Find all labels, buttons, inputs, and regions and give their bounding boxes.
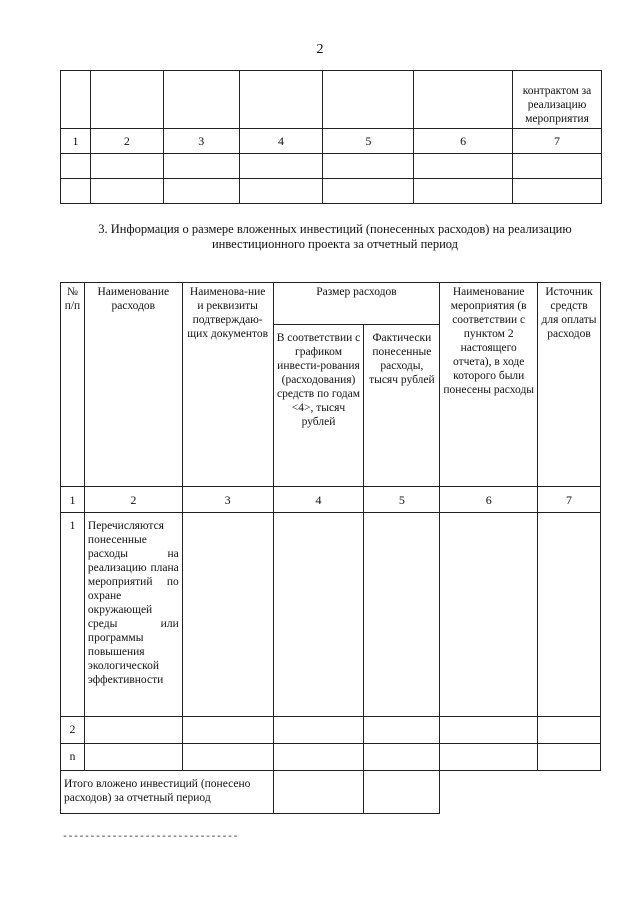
page-number: 2 bbox=[316, 42, 324, 57]
table-row bbox=[61, 513, 601, 717]
col-number: 6 bbox=[414, 129, 513, 154]
row-number: n bbox=[61, 744, 85, 771]
col-number: 2 bbox=[90, 129, 163, 154]
section-title: 3. Информация о размере вложенных инвестиций (понесенных расходов) на реализацию инвестиционного проекта за отчетный период bbox=[98, 222, 572, 251]
table-row bbox=[61, 744, 601, 771]
investments-table bbox=[60, 282, 601, 814]
col-number: 4 bbox=[239, 129, 323, 154]
table-header-row bbox=[61, 283, 601, 325]
header-actual-expenses: Фактически понесенные расходы, тысяч рублей bbox=[364, 325, 440, 487]
column-numbers-row bbox=[61, 129, 602, 154]
table-row bbox=[61, 154, 602, 179]
col-number: 1 bbox=[61, 129, 91, 154]
col-number: 3 bbox=[182, 487, 273, 513]
col-number: 5 bbox=[323, 129, 414, 154]
col-number: 5 bbox=[364, 487, 440, 513]
total-row bbox=[61, 771, 601, 814]
table-row bbox=[61, 717, 601, 744]
col-number: 3 bbox=[163, 129, 239, 154]
total-label: Итого вложено инвестиций (понесено расходов) за отчетный период bbox=[61, 771, 274, 814]
header-expense-name: Наименование расходов bbox=[84, 283, 182, 487]
header-documents: Наименова-ние и реквизиты подтверждаю-щих документов bbox=[182, 283, 273, 487]
header-funding-source: Источник средств для оплаты расходов bbox=[538, 283, 601, 487]
header-expense-size: Размер расходов bbox=[273, 283, 440, 325]
col-number: 7 bbox=[538, 487, 601, 513]
footnote-separator: -------------------------------- bbox=[62, 832, 239, 843]
column-numbers-row bbox=[61, 487, 601, 513]
events-table-continuation bbox=[60, 70, 602, 204]
col-number: 2 bbox=[84, 487, 182, 513]
row-expense-name: Перечисляются понесенные расходы на реализацию плана мероприятий по охране окружающей среды или программы повышения экологической эффективности bbox=[84, 513, 182, 717]
header-num: № п/п bbox=[61, 283, 85, 487]
header-event-name: Наименование мероприятия (в соответствии с пунктом 2 настоящего отчета), в ходе которого были понесены расходы bbox=[440, 283, 538, 487]
col-number: 6 bbox=[440, 487, 538, 513]
table-header-row bbox=[61, 71, 602, 129]
header-col-7: контрактом за реализацию мероприятия bbox=[513, 71, 602, 129]
row-number: 2 bbox=[61, 717, 85, 744]
col-number: 4 bbox=[273, 487, 364, 513]
header-planned-expenses: В соответствии с графиком инвести-рования (расходования) средств по годам <4>, тысяч рублей bbox=[273, 325, 364, 487]
col-number: 7 bbox=[513, 129, 602, 154]
table-row bbox=[61, 179, 602, 204]
col-number: 1 bbox=[61, 487, 85, 513]
row-number: 1 bbox=[61, 513, 85, 717]
